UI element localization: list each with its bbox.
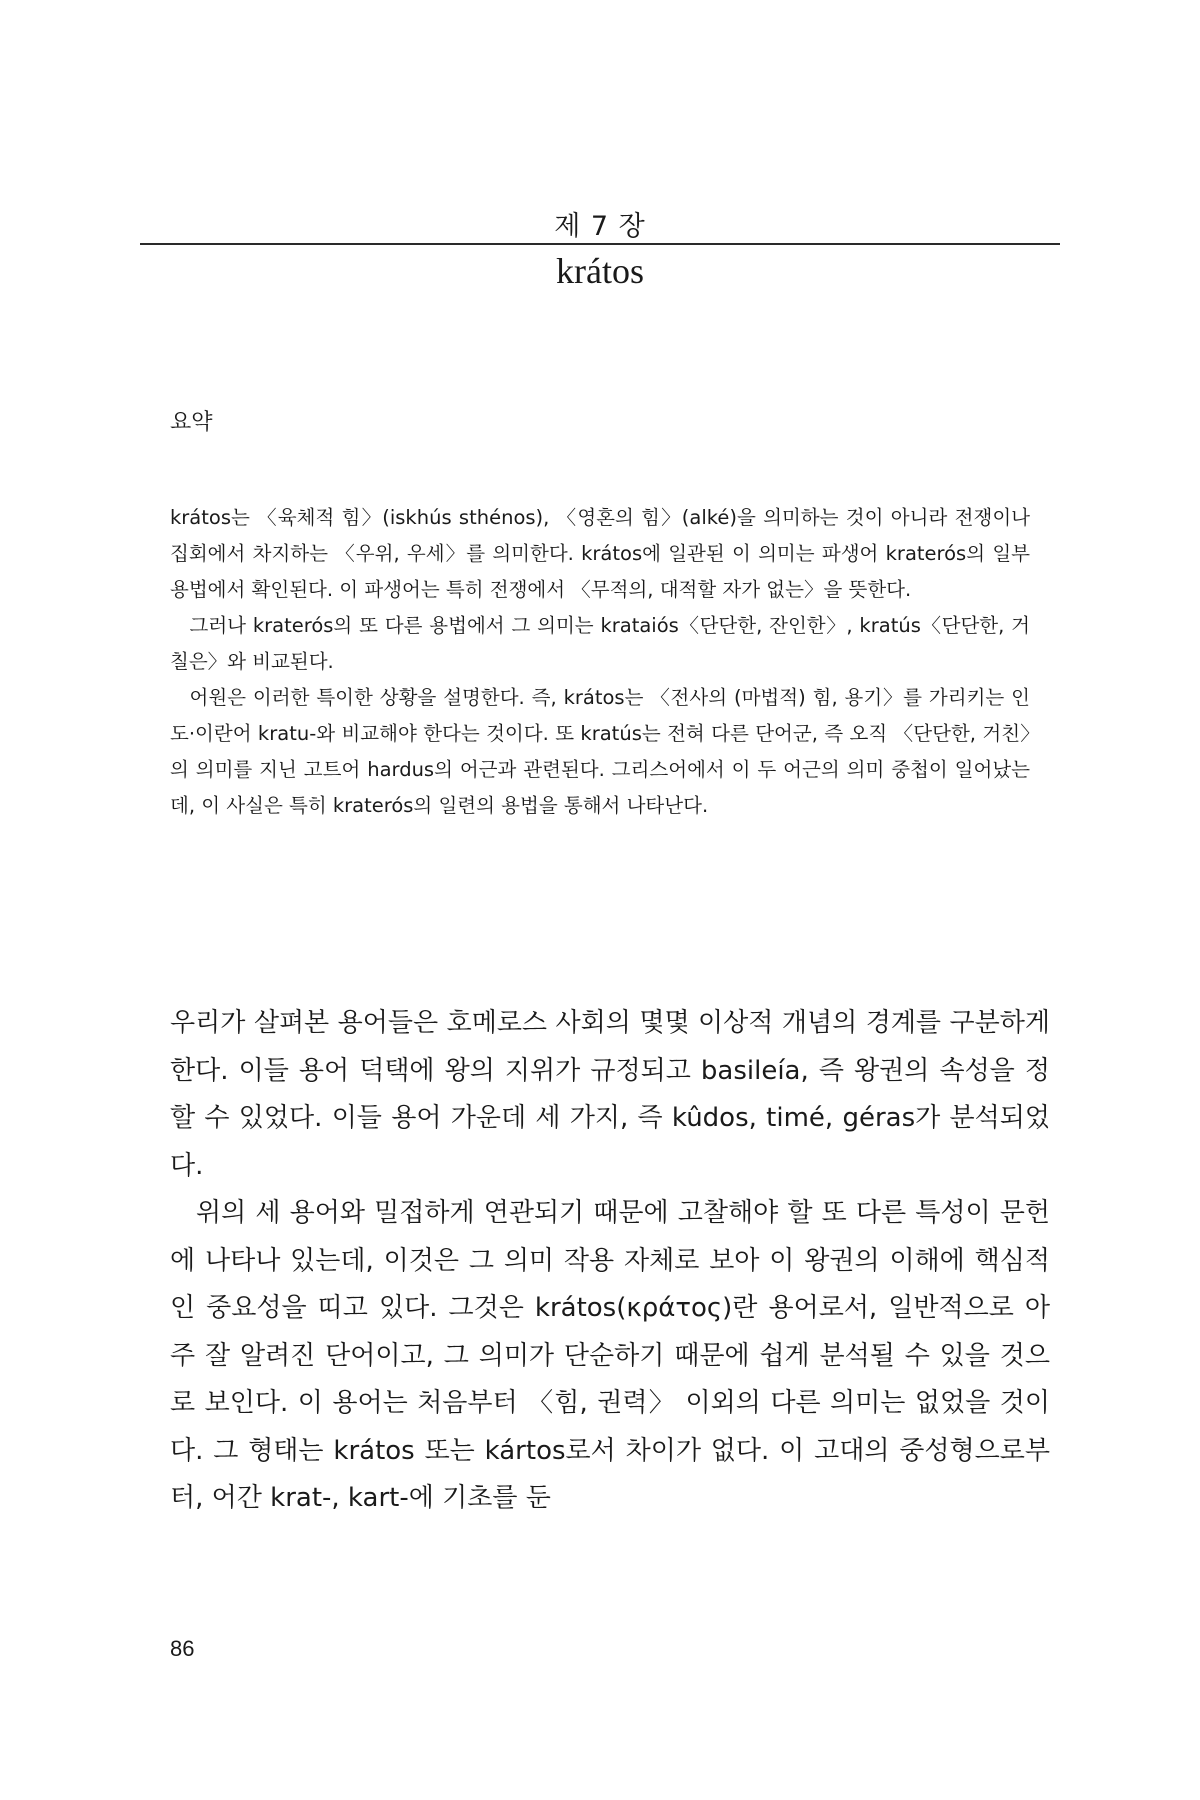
body-text [170,1000,1050,1523]
summary-block [170,500,1030,824]
summary-paragraph: 어원은 이러한 특이한 상황을 설명한다. 즉, krátos는 〈전사의 (마법적) 힘, 용기〉를 가리키는 인도·이란어 kratu-와 비교해야 한다는 것이다. 또 kratús는 전혀 다른 단어군, 즉 오직 〈단단한, 거친〉의 의미를 지닌 고트어 hardus의 어근과 관련된다. 그리스어에서 이 두 어근의 의미 중첩이 일어났는데, 이 사실은 특히 kraterós의 일련의 용법을 통해서 나타난다. [170,686,1030,817]
chapter-title: krátos [556,251,644,291]
body-paragraph: 우리가 살펴본 용어들은 호메로스 사회의 몇몇 이상적 개념의 경계를 구분하게 한다. 이들 용어 덕택에 왕의 지위가 규정되고 basileía, 즉 왕권의 속성을 정할 수 있었다. 이들 용어 가운데 세 가지, 즉 kûdos, timé, géras가 분석되었다. [170,1008,1050,1181]
chapter-label: 제 7 장 [554,211,646,242]
book-page [140,0,1060,1800]
page-number: 86 [170,1636,195,1661]
chapter-divider [140,243,1060,245]
summary-paragraph: krátos는 〈육체적 힘〉(iskhús sthénos), 〈영혼의 힘〉(alké)을 의미하는 것이 아니라 전쟁이나 집회에서 차지하는 〈우위, 우세〉를 의미한다. krátos에 일관된 이 의미는 파생어 kraterós의 일부 용법에서 확인된다. 이 파생어는 특히 전쟁에서 〈무적의, 대적할 자가 없는〉을 뜻한다. [170,506,1030,601]
summary-paragraph: 그러나 kraterós의 또 다른 용법에서 그 의미는 krataiós〈단단한, 잔인한〉, kratús〈단단한, 거칠은〉와 비교된다. [170,614,1030,673]
summary-heading: 요약 [170,410,213,435]
body-paragraph: 위의 세 용어와 밀접하게 연관되기 때문에 고찰해야 할 또 다른 특성이 문헌에 나타나 있는데, 이것은 그 의미 작용 자체로 보아 이 왕권의 이해에 핵심적인 중요성을 띠고 있다. 그것은 krátos(κράτος)란 용어로서, 일반적으로 아주 잘 알려진 단어이고, 그 의미가 단순하기 때문에 쉽게 분석될 수 있을 것으로 보인다. 이 용어는 처음부터 〈힘, 권력〉 이외의 다른 의미는 없었을 것이다. 그 형태는 krátos 또는 kártos로서 차이가 없다. 이 고대의 중성형으로부터, 어간 krat-, kart-에 기초를 둔 [170,1198,1050,1513]
